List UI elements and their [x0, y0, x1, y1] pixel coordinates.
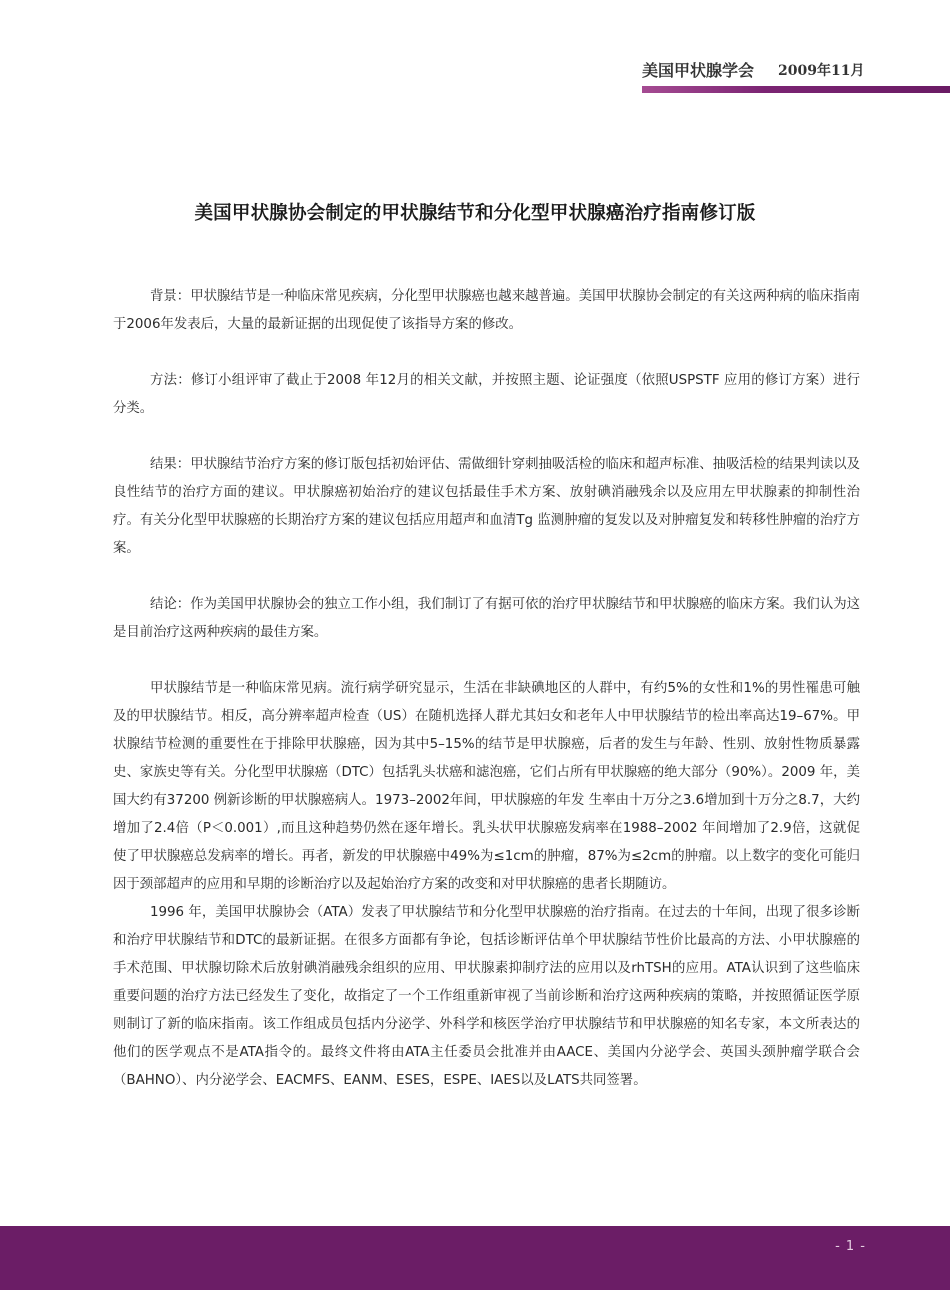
running-header [640, 58, 890, 82]
page-number: - 1 - [835, 1239, 866, 1254]
header-accent-bar [642, 86, 950, 93]
abstract-background: 背景：甲状腺结节是一种临床常见疾病，分化型甲状腺癌也越来越普遍。美国甲状腺协会制定的有关这两种病的临床指南于2006年发表后，大量的最新证据的出现促使了该指导方案的修改。 [113, 289, 860, 332]
document-body [113, 283, 860, 1095]
abstract-results: 结果：甲状腺结节治疗方案的修订版包括初始评估、需做细针穿刺抽吸活检的临床和超声标准、抽吸活检的结果判读以及良性结节的治疗方面的建议。甲状腺癌初始治疗的建议包括最佳手术方案、放射碘消融残余以及应用左甲状腺素的抑制性治疗。有关分化型甲状腺癌的长期治疗方案的建议包括应用超声和血清Tg 监测肿瘤的复发以及对肿瘤复发和转移性肿瘤的治疗方案。 [113, 457, 860, 556]
body-paragraph-1: 甲状腺结节是一种临床常见病。流行病学研究显示，生活在非缺碘地区的人群中，有约5%的女性和1%的男性罹患可触及的甲状腺结节。相反，高分辨率超声检查（US）在随机选择人群尤其妇女和老年人中甲状腺结节的检出率高达19–67%。甲状腺结节检测的重要性在于排除甲状腺癌，因为其中5–15%的结节是甲状腺癌，后者的发生与年龄、性别、放射性物质暴露史、家族史等有关。分化型甲状腺癌（DTC）包括乳头状癌和滤泡癌，它们占所有甲状腺癌的绝大部分（90%）。2009 年，美国大约有37200 例新诊断的甲状腺癌病人。1973–2002年间，甲状腺癌的年发 生率由十万分之3.6增加到十万分之8.7，大约增加了2.4倍（P＜0.001）,而且这种趋势仍然在逐年增长。乳头状甲状腺癌发病率在1988–2002 年间增加了2.9倍，这就促使了甲状腺癌总发病率的增长。再者，新发的甲状腺癌中49%为≤1cm的肿瘤，87%为≤2cm的肿瘤。以上数字的变化可能归因于颈部超声的应用和早期的诊断治疗以及起始治疗方案的改变和对甲状腺癌的患者长期随访。 [113, 681, 860, 892]
header-org: 美国甲状腺学会 [642, 61, 755, 80]
footer-bar [0, 1226, 950, 1290]
header-date: 2009年11月 [778, 63, 865, 79]
abstract-methods: 方法：修订小组评审了截止于2008 年12月的相关文献，并按照主题、论证强度（依照USPSTF 应用的修订方案）进行分类。 [113, 373, 860, 416]
body-paragraph-2: 1996 年，美国甲状腺协会（ATA）发表了甲状腺结节和分化型甲状腺癌的治疗指南。在过去的十年间，出现了很多诊断和治疗甲状腺结节和DTC的最新证据。在很多方面都有争论，包括诊断评估单个甲状腺结节性价比最高的方法、小甲状腺癌的手术范围、甲状腺切除术后放射碘消融残余组织的应用、甲状腺素抑制疗法的应用以及rhTSH的应用。ATA认识到了这些临床重要问题的治疗方法已经发生了变化，故指定了一个工作组重新审视了当前诊断和治疗这两种疾病的策略，并按照循证医学原则制订了新的临床指南。该工作组成员包括内分泌学、外科学和核医学治疗甲状腺结节和甲状腺癌的知名专家，本文所表达的他们的医学观点不是ATA指令的。最终文件将由ATA主任委员会批准并由AACE、美国内分泌学会、英国头颈肿瘤学联合会（BAHNO）、内分泌学会、EACMFS、EANM、ESES，ESPE、IAES以及LATS共同签署。 [113, 905, 860, 1088]
document-title: 美国甲状腺协会制定的甲状腺结节和分化型甲状腺癌治疗指南修订版 [194, 203, 756, 224]
abstract-conclusion: 结论：作为美国甲状腺协会的独立工作小组，我们制订了有据可依的治疗甲状腺结节和甲状腺癌的临床方案。我们认为这是目前治疗这两种疾病的最佳方案。 [113, 597, 860, 640]
